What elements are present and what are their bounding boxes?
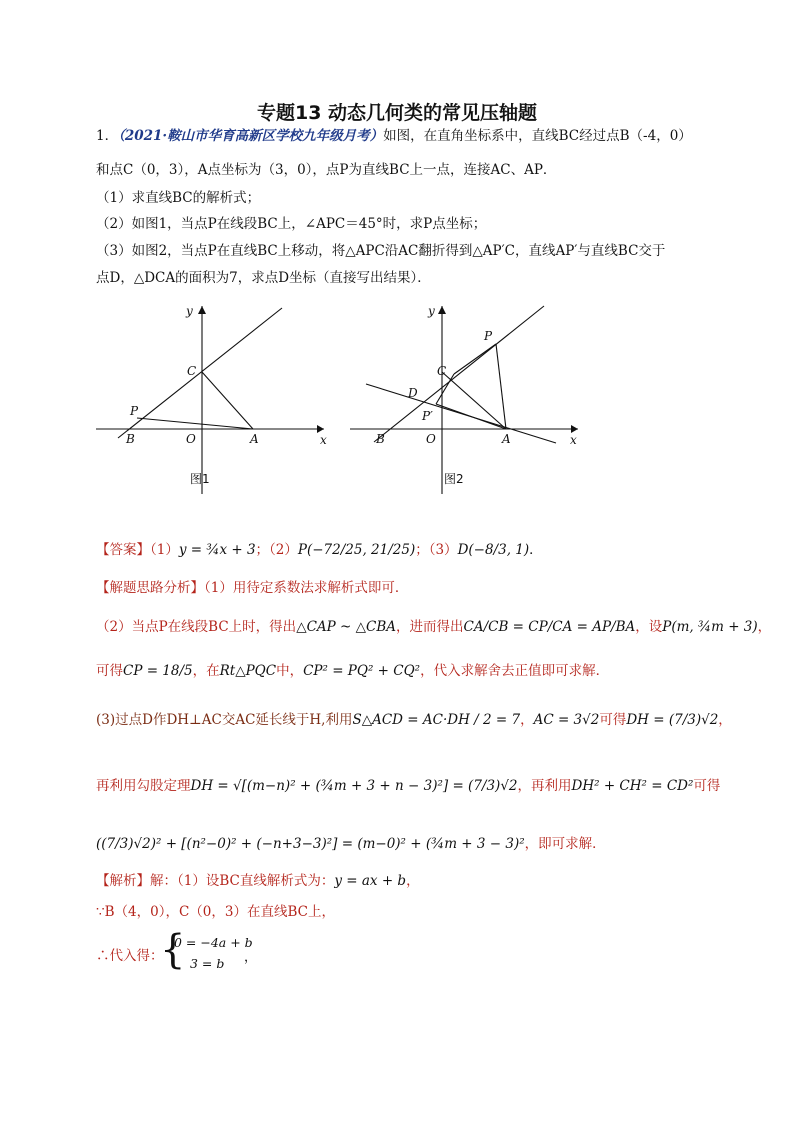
analysis-5c: ，再利用	[517, 778, 572, 794]
analysis-2g: ，	[757, 619, 772, 635]
analysis-4c: ，	[520, 712, 534, 728]
analysis-5a: 再利用勾股定理	[96, 778, 191, 794]
solution-1b: y = ax + b	[334, 873, 407, 889]
fig1-label-x: x	[320, 433, 327, 447]
analysis-line-2	[96, 617, 771, 637]
fig2-label-a: A	[502, 432, 511, 446]
question-1: （1）求直线BC的解析式；	[96, 190, 261, 206]
system-eq-1: 0 = −4a + b	[174, 935, 253, 950]
solution-1c: ，	[406, 873, 420, 889]
question-2: （2）如图1，当点P在线段BC上，∠APC＝45°时，求P点坐标；	[96, 216, 487, 232]
fig1-label-p: P	[130, 404, 139, 418]
fig2-segment-ap-prime-short	[436, 404, 506, 429]
analysis-2d: CA/CB = CP/CA = AP/BA	[463, 619, 636, 635]
answer-part-2-eq: P(−72/25, 21/25)	[297, 542, 416, 558]
analysis-2a: （2）当点P在线段BC上时，得出	[96, 619, 297, 635]
answer-part-2-label: ；（2）	[255, 542, 298, 558]
analysis-3e: 中，	[276, 663, 304, 679]
answer-part-1-label: （1）	[150, 542, 179, 558]
analysis-5e: 可得	[693, 778, 721, 794]
fig2-segment-cp	[454, 344, 496, 374]
problem-line-1	[96, 126, 692, 146]
system-eq-2: 3 = b	[190, 956, 225, 971]
answer-end: ．	[529, 542, 543, 558]
solution-1a: 解：（1）设BC直线解析式为：	[150, 873, 335, 889]
fig2-x-arrow	[571, 425, 578, 433]
fig1-label-c: C	[187, 364, 197, 378]
fig1-segment-ap	[137, 418, 253, 429]
figure-2	[346, 298, 596, 498]
solution-tag: 【解析】	[96, 873, 150, 889]
fig2-label-p: P	[484, 329, 493, 343]
analysis-3f: CP² = PQ² + CQ²	[303, 663, 421, 679]
fig1-label-y: y	[186, 304, 193, 318]
solution-line-2: ∵B（4，0），C（0，3）在直线BC上，	[96, 904, 335, 920]
fig1-y-arrow	[198, 306, 206, 314]
analysis-4a: (3)过点D作DH⊥AC交AC延长线于H,利用	[96, 712, 353, 728]
question-3-line-1: （3）如图2，当点P在直线BC上移动，将△APC沿AC翻折得到△AP′C，直线AP′与直线BC交于	[96, 243, 666, 259]
analysis-3d: Rt△PQC	[219, 663, 277, 679]
analysis-line-1	[96, 578, 408, 598]
answer-part-3-eq: D(−8/3, 1)	[457, 542, 530, 558]
analysis-4e: 可得	[599, 712, 627, 728]
fig2-y-arrow	[438, 306, 446, 314]
system-end: ，	[244, 950, 258, 965]
analysis-line-6	[96, 834, 606, 854]
answer-line	[96, 540, 543, 560]
analysis-4g: ，	[718, 712, 732, 728]
figure-1	[92, 298, 342, 498]
solution-3a: ∴代入得：	[96, 948, 164, 964]
answer-tag: 【答案】	[96, 542, 150, 558]
analysis-line-5	[96, 776, 720, 796]
analysis-3a: 可得	[96, 663, 123, 679]
fig2-label-o: O	[426, 432, 436, 446]
solution-line-1	[96, 871, 420, 891]
analysis-text-1: （1）用待定系数法求解析式即可．	[204, 580, 409, 596]
analysis-4f: DH = (7/3)√2	[626, 712, 719, 728]
answer-part-3-label: ；（3）	[415, 542, 458, 558]
analysis-4d: AC = 3√2	[533, 712, 600, 728]
equation-system	[160, 927, 270, 976]
analysis-4b: S△ACD = AC·DH / 2 = 7	[352, 712, 521, 728]
fig1-x-arrow	[317, 425, 324, 433]
page-title: 专题13 动态几何类的常见压轴题	[256, 102, 538, 124]
fig1-label-b: B	[126, 432, 135, 446]
problem-text-1: 如图，在直角坐标系中，直线BC经过点B（-4，0）	[383, 128, 692, 144]
analysis-6a: ((7/3)√2)² + [(n²−0)² + (−n+3−3)²] = (m−0)² + (¾m + 3 − 3)²	[96, 836, 525, 852]
question-3-line-2: 点D，△DCA的面积为7，求点D坐标（直接写出结果）．	[96, 270, 431, 286]
fig2-caption: 图2	[444, 472, 464, 486]
analysis-3c: ，在	[192, 663, 220, 679]
problem-source: （2021·鞍山市华育高新区学校九年级月考）	[118, 128, 384, 144]
analysis-6b: ，即可求解．	[524, 836, 606, 852]
fig2-label-p-prime: P′	[422, 409, 433, 423]
brace-icon: {	[160, 927, 186, 973]
fig2-label-x: x	[570, 433, 577, 447]
analysis-line-3	[96, 661, 609, 681]
fig1-caption: 图1	[190, 472, 210, 486]
fig2-label-d: D	[408, 386, 418, 400]
analysis-5d: DH² + CH² = CD²	[571, 778, 694, 794]
fig1-label-a: A	[250, 432, 259, 446]
analysis-2e: ，设	[635, 619, 663, 635]
fig2-label-y: y	[428, 304, 435, 318]
analysis-tag: 【解题思路分析】	[96, 580, 204, 596]
analysis-2f: P(m, ¾m + 3)	[662, 619, 758, 635]
analysis-2c: ，进而得出	[396, 619, 464, 635]
problem-line-2: 和点C（0，3），A点坐标为（3，0），点P为直线BC上一点，连接AC、AP．	[96, 162, 557, 178]
fig2-label-b: B	[376, 432, 385, 446]
analysis-line-4	[96, 710, 732, 730]
analysis-3b: CP = 18/5	[123, 663, 193, 679]
fig2-line-bc	[374, 306, 544, 442]
answer-part-1-eq: y = ¾x + 3	[178, 542, 256, 558]
fig2-label-c: C	[437, 364, 447, 378]
fig1-label-o: O	[186, 432, 196, 446]
problem-number: 1．	[96, 128, 119, 144]
fig2-segment-ap	[496, 344, 506, 429]
fig2-segment-cp-prime	[436, 374, 454, 404]
solution-line-3	[96, 946, 164, 966]
fig2-segment-ac	[442, 372, 506, 429]
analysis-5b: DH = √[(m−n)² + (¾m + 3 + n − 3)²] = (7/3)√2	[190, 778, 518, 794]
analysis-3g: ，代入求解舍去正值即可求解．	[420, 663, 610, 679]
analysis-2b: △CAP ~ △CBA	[296, 619, 397, 635]
fig1-segment-ac	[202, 372, 253, 429]
